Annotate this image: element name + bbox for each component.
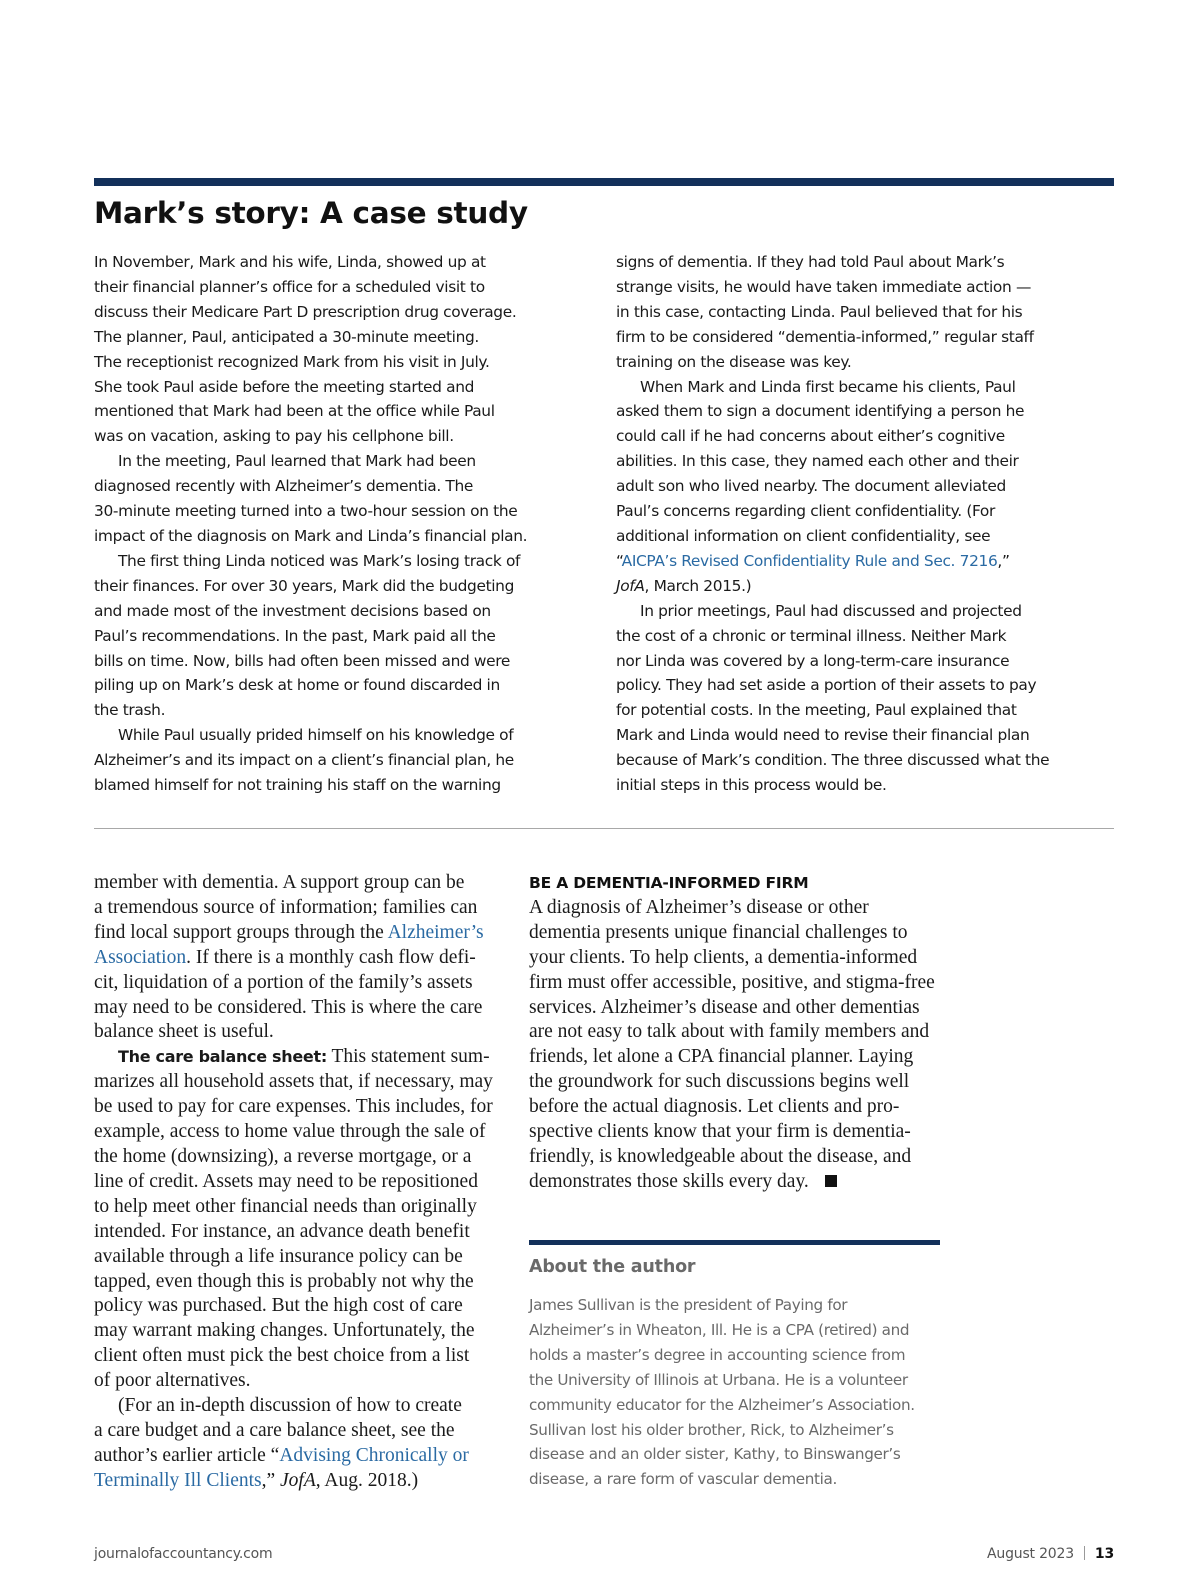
jofa-citation: JofA	[616, 576, 645, 595]
advising-article-link[interactable]: Advising Chronically or	[279, 1444, 469, 1466]
text-fragment: find local support groups through the	[94, 921, 388, 943]
text-line: training on the disease was key.	[616, 352, 852, 371]
text-line: a tremendous source of information; families can	[94, 896, 478, 918]
text-line: firm must offer accessible, positive, and stigma-free	[529, 971, 935, 993]
article-left-column	[94, 871, 514, 1494]
text-line: your clients. To help clients, a dementia-informed	[529, 946, 918, 968]
text-line: James Sullivan is the president of Paying for	[529, 1296, 848, 1314]
text-line: be used to pay for care expenses. This includes, for	[94, 1096, 493, 1118]
jofa-citation: JofA	[280, 1469, 316, 1491]
text-line: policy was purchased. But the high cost of care	[94, 1295, 463, 1317]
text-line: asked them to sign a document identifying a person he	[616, 402, 1025, 421]
text-line: may warrant making changes. Unfortunately, the	[94, 1320, 475, 1342]
text-line: friends, let alone a CPA financial planner. Laying	[529, 1046, 914, 1068]
text-line: A diagnosis of Alzheimer’s disease or other	[529, 896, 869, 918]
text-line: The receptionist recognized Mark from his visit in July.	[94, 352, 490, 371]
text-line: diagnosed recently with Alzheimer’s dementia. The	[94, 477, 473, 496]
text-line: services. Alzheimer’s disease and other dementias	[529, 996, 920, 1018]
text-fragment: This statement sum-	[326, 1046, 490, 1068]
text-line: was on vacation, asking to pay his cellphone bill.	[94, 427, 454, 446]
section-heading: BE A DEMENTIA-INFORMED FIRM	[529, 874, 809, 892]
text-line: discuss their Medicare Part D prescription drug coverage.	[94, 302, 517, 321]
text-line: Mark and Linda would need to revise their financial plan	[616, 726, 1030, 745]
text-line: the home (downsizing), a reverse mortgage, or a	[94, 1145, 472, 1167]
text-line: holds a master’s degree in accounting science from	[529, 1345, 906, 1364]
text-line: the trash.	[94, 701, 166, 720]
text-line	[94, 946, 514, 971]
text-line: the groundwork for such discussions begins well	[529, 1071, 910, 1093]
text-line: may need to be considered. This is where the care	[94, 996, 483, 1018]
text-line: disease and an older sister, Kathy, to Binswanger’s	[529, 1445, 901, 1464]
close-quote: ,”	[997, 551, 1010, 570]
text-line: intended. For instance, an advance death benefit	[94, 1220, 470, 1242]
text-line: The first thing Linda noticed was Mark’s losing track of	[118, 551, 521, 570]
alzheimers-association-link[interactable]: Alzheimer’s	[387, 921, 484, 943]
about-author-title: About the author	[529, 1257, 696, 1277]
text-line: Paul’s concerns regarding client confidentiality. (For	[616, 502, 995, 521]
alzheimers-association-link[interactable]: Association	[94, 946, 187, 968]
text-line: of poor alternatives.	[94, 1370, 251, 1392]
text-fragment: , Aug. 2018.)	[315, 1469, 419, 1491]
text-line: disease, a rare form of vascular dementia.	[529, 1470, 837, 1489]
advising-article-link[interactable]: Terminally Ill Clients	[94, 1469, 262, 1491]
footer-date: August 2023	[987, 1546, 1074, 1562]
about-author-rule	[529, 1240, 940, 1245]
text-line: for potential costs. In the meeting, Paul explained that	[616, 701, 1017, 720]
text-line: policy. They had set aside a portion of their assets to pay	[616, 676, 1037, 695]
text-line: strange visits, he would have taken immediate action —	[616, 277, 1031, 296]
text-line: initial steps in this process would be.	[616, 776, 887, 795]
text-line: marizes all household assets that, if necessary, may	[94, 1071, 493, 1093]
open-quote: “	[616, 551, 622, 570]
text-line: Alzheimer’s in Wheaton, Ill. He is a CPA (retired) and	[529, 1320, 910, 1339]
text-line: their finances. For over 30 years, Mark did the budgeting	[94, 576, 515, 595]
text-line: firm to be considered “dementia-informed,” regular staff	[616, 327, 1034, 346]
text-line: client often must pick the best choice from a list	[94, 1345, 470, 1367]
text-line: Alzheimer’s and its impact on a client’s financial plan, he	[94, 751, 514, 770]
text-line: nor Linda was covered by a long-term-care insurance	[616, 651, 1010, 670]
footer-separator	[1084, 1546, 1085, 1560]
text-fragment: demonstrates those skills every day.	[529, 1170, 809, 1192]
text-line: In the meeting, Paul learned that Mark had been	[118, 452, 476, 471]
footer-issue	[987, 1546, 1114, 1562]
text-line: piling up on Mark’s desk at home or found discarded in	[94, 676, 500, 695]
text-fragment: author’s earlier article “	[94, 1444, 280, 1466]
text-line	[94, 1444, 514, 1469]
text-line: Paul’s recommendations. In the past, Mark paid all the	[94, 626, 496, 645]
text-line: friendly, is knowledgeable about the disease, and	[529, 1145, 912, 1167]
care-balance-sheet-label: The care balance sheet:	[118, 1047, 327, 1067]
text-fragment: . If there is a monthly cash flow defi-	[186, 946, 476, 968]
text-line: bills on time. Now, bills had often been missed and were	[94, 651, 511, 670]
text-line: impact of the diagnosis on Mark and Linda’s financial plan.	[94, 526, 528, 545]
sidebar-title: Mark’s story: A case study	[94, 196, 528, 230]
text-line: in this case, contacting Linda. Paul believed that for his	[616, 302, 1023, 321]
text-line: spective clients know that your firm is dementia-	[529, 1121, 911, 1143]
text-line: a care budget and a care balance sheet, see the	[94, 1419, 455, 1441]
section-divider	[94, 828, 1114, 829]
text-line: community educator for the Alzheimer’s Association.	[529, 1395, 915, 1414]
footer-site[interactable]: journalofaccountancy.com	[94, 1546, 273, 1562]
text-line: to help meet other financial needs than originally	[94, 1195, 477, 1217]
text-line	[94, 1045, 514, 1070]
sidebar-left-column	[94, 250, 564, 798]
text-line: 30-minute meeting turned into a two-hour session on the	[94, 502, 518, 521]
text-line: tapped, even though this is probably not why the	[94, 1270, 474, 1292]
text-line: adult son who lived nearby. The document alleviated	[616, 477, 1006, 496]
text-line	[94, 921, 514, 946]
end-of-article-icon	[825, 1175, 837, 1187]
text-line: mentioned that Mark had been at the office while Paul	[94, 402, 495, 421]
text-line: signs of dementia. If they had told Paul about Mark’s	[616, 253, 1005, 271]
text-line: because of Mark’s condition. The three discussed what the	[616, 751, 1050, 770]
text-line: In November, Mark and his wife, Linda, showed up at	[94, 253, 486, 271]
text-line: Sullivan lost his older brother, Rick, to Alzheimer’s	[529, 1420, 894, 1439]
text-line: In prior meetings, Paul had discussed and projected	[640, 601, 1022, 620]
text-line: abilities. In this case, they named each other and their	[616, 452, 1019, 471]
sidebar-right-column	[616, 250, 1086, 798]
text-line: balance sheet is useful.	[94, 1021, 274, 1043]
text-line	[529, 1170, 949, 1195]
text-line: line of credit. Assets may need to be repositioned	[94, 1170, 478, 1192]
text-line: dementia presents unique financial challenges to	[529, 921, 908, 943]
text-line: example, access to home value through the sale of	[94, 1121, 486, 1143]
text-line: their financial planner’s office for a scheduled visit to	[94, 277, 485, 296]
text-line: cit, liquidation of a portion of the family’s assets	[94, 971, 473, 993]
sidebar-top-rule	[94, 178, 1114, 186]
text-line: The planner, Paul, anticipated a 30-minute meeting.	[94, 327, 479, 346]
text-line: and made most of the investment decisions based on	[94, 601, 491, 620]
text-fragment: ,”	[261, 1469, 281, 1491]
page-number: 13	[1094, 1546, 1114, 1562]
text-line: the University of Illinois at Urbana. He is a volunteer	[529, 1370, 908, 1389]
text-line: could call if he had concerns about either’s cognitive	[616, 427, 1005, 446]
text-line: When Mark and Linda first became his clients, Paul	[640, 377, 1016, 396]
citation-date: , March 2015.)	[644, 576, 752, 595]
text-line	[616, 574, 1086, 599]
text-line: before the actual diagnosis. Let clients and pro-	[529, 1096, 900, 1118]
text-line: While Paul usually prided himself on his knowledge of	[118, 726, 514, 745]
text-line: the cost of a chronic or terminal illness. Neither Mark	[616, 626, 1007, 645]
about-author-bio	[529, 1293, 949, 1492]
text-line: are not easy to talk about with family members and	[529, 1021, 930, 1043]
text-line: additional information on client confidentiality, see	[616, 526, 991, 545]
text-line	[94, 1469, 514, 1494]
text-line: (For an in-depth discussion of how to create	[118, 1395, 462, 1417]
text-line: member with dementia. A support group can be	[94, 872, 465, 893]
aicpa-confidentiality-link[interactable]: AICPA’s Revised Confidentiality Rule and Sec. 7216	[621, 551, 998, 570]
text-line	[616, 549, 1086, 574]
text-line: She took Paul aside before the meeting started and	[94, 377, 475, 396]
text-line: available through a life insurance policy can be	[94, 1245, 463, 1267]
article-right-column	[529, 871, 949, 1195]
text-line: blamed himself for not training his staff on the warning	[94, 776, 501, 795]
